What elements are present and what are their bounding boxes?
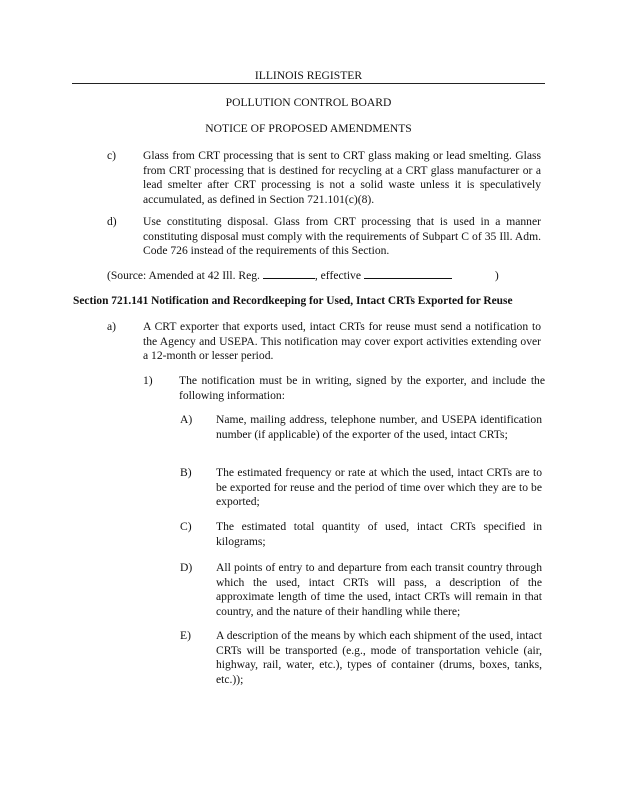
item-d-label: d) bbox=[107, 215, 117, 228]
subsection-a-label: a) bbox=[107, 320, 117, 333]
item-E-text: A description of the means by which each shipment of the used, intact CRTs will be transported (e.g., mode of transportation vehicle (air, highway, rail, water, etc.), types of container (drums, boxes, tanks, etc.)); bbox=[216, 629, 542, 686]
item-d-text: Use constituting disposal. Glass from CRT processing that is used in a manner constituting disposal must comply with the requirements of Subpart C of 35 Ill. Adm. Code 726 instead of the requirements of this Section. bbox=[143, 215, 541, 257]
source-prefix: (Source: Amended at 42 Ill. Reg. bbox=[107, 269, 260, 282]
register-page-blank bbox=[263, 268, 315, 279]
item-A-text: Name, mailing address, telephone number, and USEPA identification number (if applicable) of the exporter of the used, intact CRTs; bbox=[216, 413, 542, 441]
item-E-label: E) bbox=[180, 629, 191, 642]
item-C-label: C) bbox=[180, 520, 192, 533]
effective-date-blank bbox=[364, 268, 452, 279]
paragraph-1-label: 1) bbox=[143, 374, 153, 387]
notice-title: NOTICE OF PROPOSED AMENDMENTS bbox=[205, 122, 412, 135]
source-note bbox=[107, 268, 499, 284]
item-c-label: c) bbox=[107, 149, 117, 162]
section-heading: Section 721.141 Notification and Recordkeeping for Used, Intact CRTs Exported for Reuse bbox=[73, 295, 513, 307]
item-D-text: All points of entry to and departure from each transit country through which the used, intact CRTs will pass, a description of the approximate length of time the used, intact CRTs will remain in that country, and the nature of their handling while there; bbox=[216, 561, 542, 618]
item-A-label: A) bbox=[180, 413, 193, 426]
item-C-text: The estimated total quantity of used, intact CRTs specified in kilograms; bbox=[216, 520, 542, 548]
paragraph-1-text: The notification must be in writing, signed by the exporter, and include the following information: bbox=[179, 374, 545, 402]
item-B-text: The estimated frequency or rate at which the used, intact CRTs are to be exported for reuse and the period of time over which they are to be exported; bbox=[216, 466, 542, 508]
source-effective: , effective bbox=[314, 269, 361, 282]
item-c-text: Glass from CRT processing that is sent to CRT glass making or lead smelting. Glass from CRT processing that is destined for recycling at a CRT glass manufacturer or a lead smelter after CRT processing is not a solid waste unless it is speculatively accumulated, as defined in Section 721.101(c)(8). bbox=[143, 149, 541, 206]
header-rule bbox=[72, 83, 545, 84]
board-title: POLLUTION CONTROL BOARD bbox=[225, 96, 392, 109]
register-title: ILLINOIS REGISTER bbox=[254, 69, 363, 82]
item-D-label: D) bbox=[180, 561, 193, 574]
source-close: ) bbox=[494, 269, 499, 282]
item-B-label: B) bbox=[180, 466, 192, 479]
subsection-a-text: A CRT exporter that exports used, intact CRTs for reuse must send a notification to the Agency and USEPA. This notification may cover export activities extending over a 12-month or lesser period. bbox=[143, 320, 541, 362]
